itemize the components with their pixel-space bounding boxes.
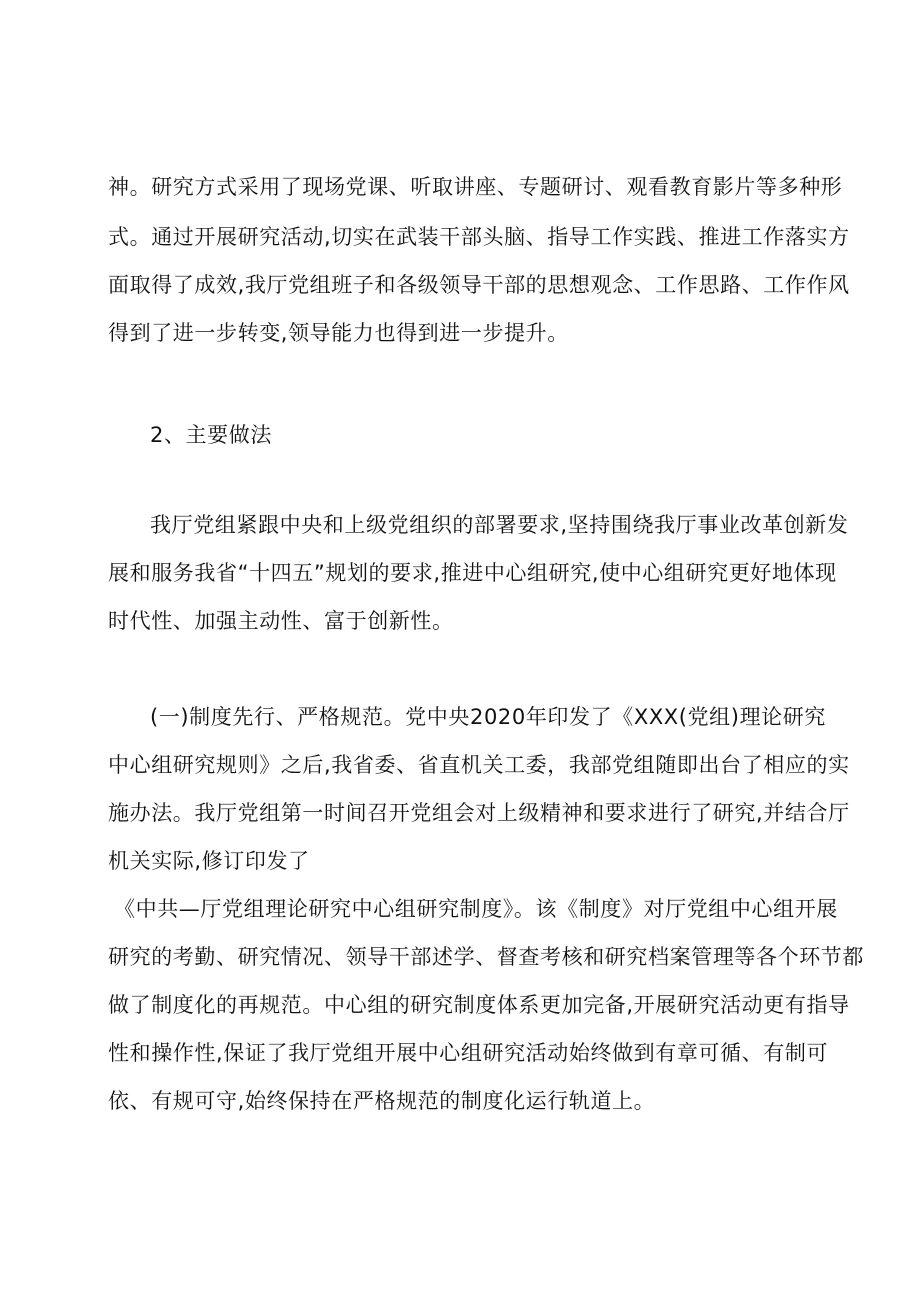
paragraph-line: 机关实际,修订印发了	[108, 849, 310, 873]
paragraph-line: 《中共—厅党组理论研究中心组研究制度》。该《制度》对厅党组中心组开展	[114, 897, 838, 921]
paragraph-line: 做了制度化的再规范。中心组的研究制度体系更加完备,开展研究活动更有指导	[108, 993, 850, 1017]
paragraph-line: 我厅党组紧跟中央和上级党组织的部署要求,坚持围绕我厅事业改革创新发	[150, 513, 849, 537]
paragraph-line: 面取得了成效,我厅党组班子和各级领导干部的思想观念、工作思路、工作作风	[108, 273, 850, 297]
paragraph-line: (一)制度先行、严格规范。党中央2020年印发了《XXX(党组)理论研究	[150, 705, 826, 729]
paragraph-line: 依、有规可守,始终保持在严格规范的制度化运行轨道上。	[108, 1089, 656, 1113]
section-heading: 2、主要做法	[150, 423, 272, 447]
paragraph-line: 神。研究方式采用了现场党课、听取讲座、专题研讨、观看教育影片等多种形	[108, 175, 843, 199]
paragraph-line: 时代性、加强主动性、富于创新性。	[108, 609, 454, 633]
paragraph-line: 施办法。我厅党组第一时间召开党组会对上级精神和要求进行了研究,并结合厅	[108, 801, 850, 825]
paragraph-line: 性和操作性,保证了我厅党组开展中心组研究活动始终做到有章可循、有制可	[108, 1041, 829, 1065]
paragraph-line: 中心组研究规则》之后,我省委、省直机关工委，我部党组随即出台了相应的实	[108, 753, 850, 777]
paragraph-line: 得到了进一步转变,领导能力也得到进一步提升。	[108, 321, 569, 345]
paragraph-line: 展和服务我省“十四五”规划的要求,推进中心组研究,使中心组研究更好地体现	[108, 561, 837, 585]
paragraph-line: 研究的考勤、研究情况、领导干部述学、督查考核和研究档案管理等各个环节都	[108, 945, 864, 969]
paragraph-line: 式。通过开展研究活动,切实在武装干部头脑、指导工作实践、推进工作落实方	[108, 225, 850, 249]
